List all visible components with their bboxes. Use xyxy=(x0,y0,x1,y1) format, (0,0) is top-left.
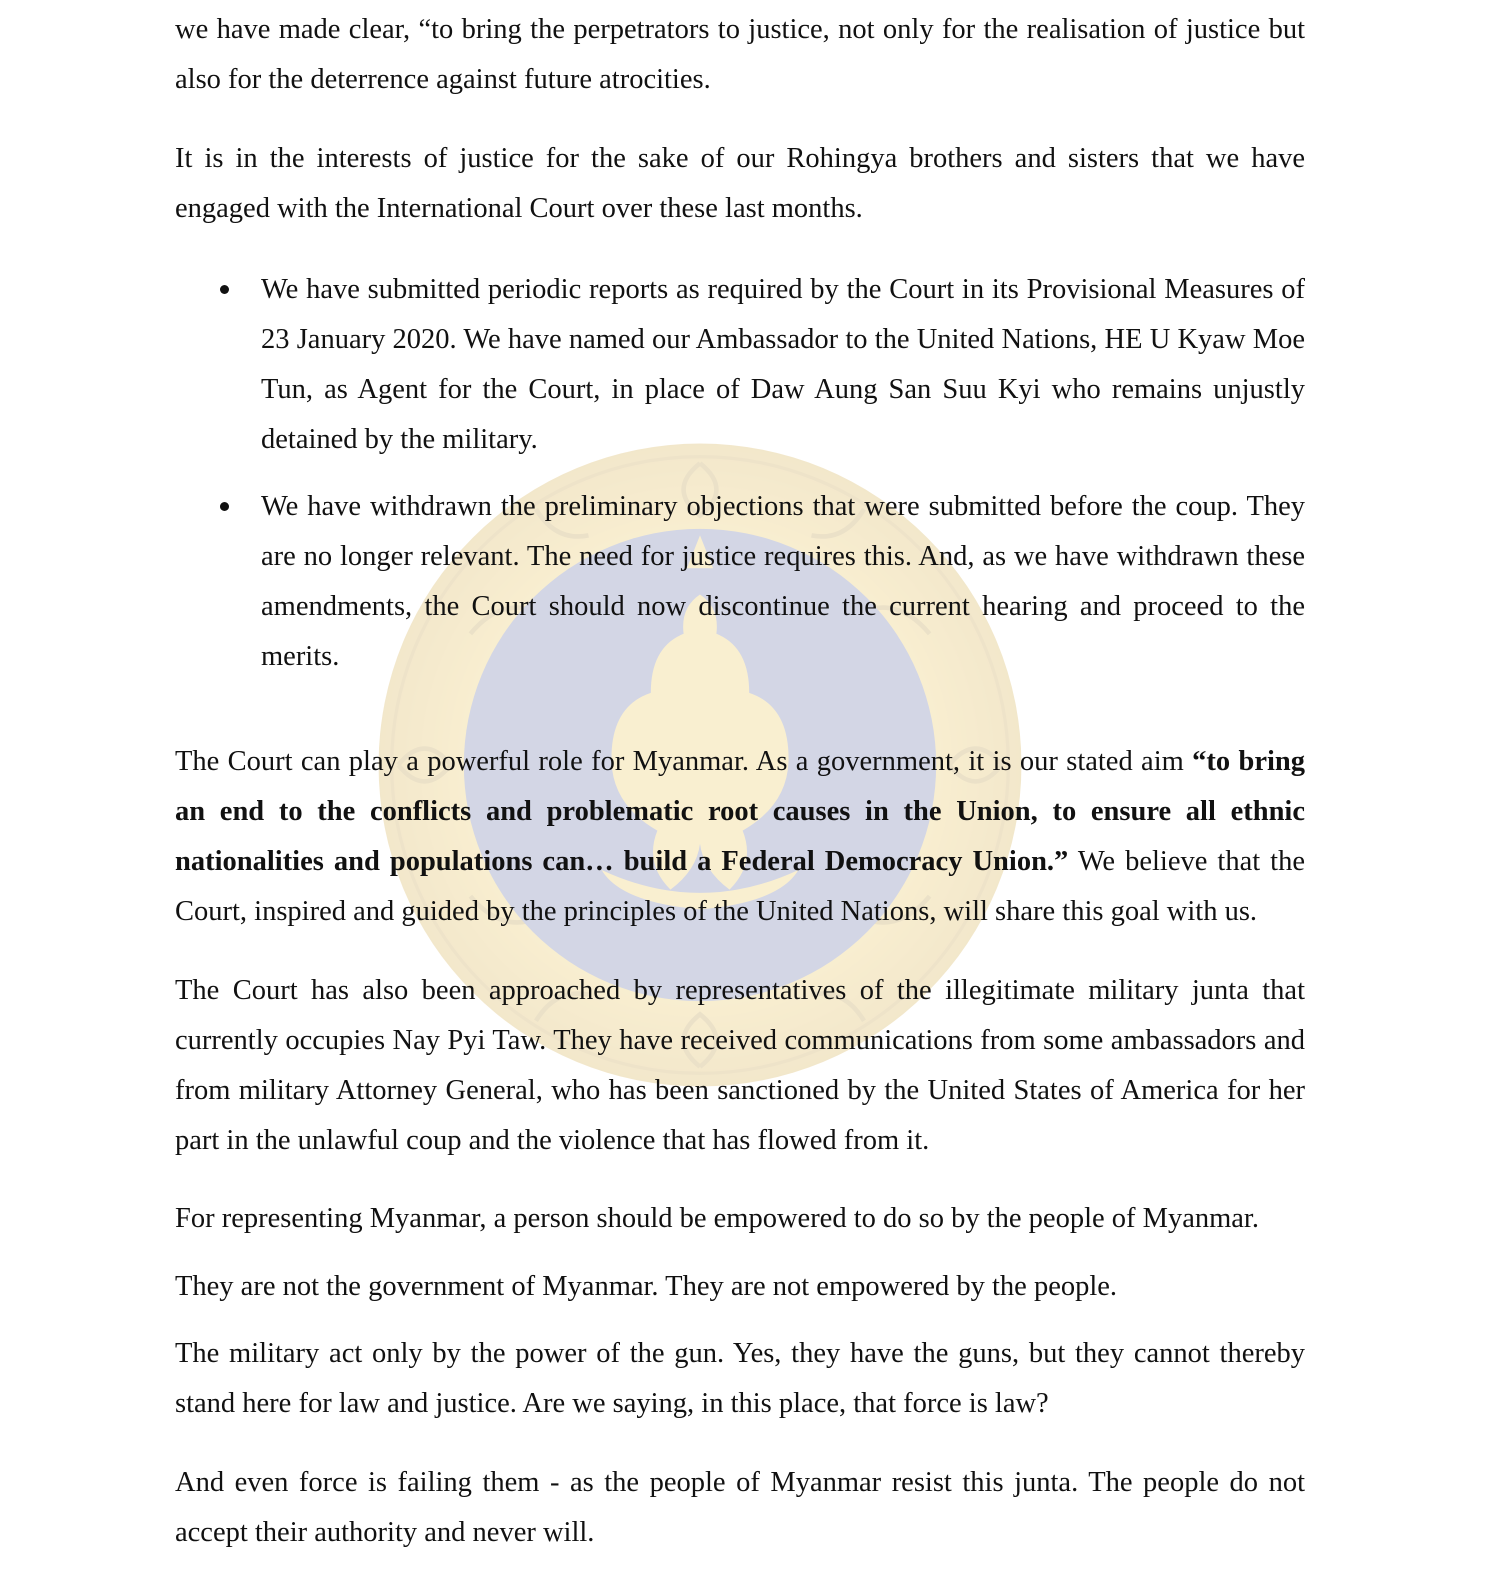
bold-quote: “to bring an end to the conflicts and problematic root causes in the Union, to ensure all ethnic nationalities and populations can… build a Federal Democracy Union.” xyxy=(175,746,1305,877)
bullet-icon xyxy=(220,502,229,511)
paragraph-representing-myanmar: For representing Myanmar, a person should be empowered to do so by the people of Myanmar. xyxy=(175,1203,1259,1234)
paragraph-force-failing: And even force is failing them - as the people of Myanmar resist this junta. The people do not accept their authority and never will. xyxy=(175,1467,1305,1548)
paragraph-rohingya-engagement: It is in the interests of justice for the sake of our Rohingya brothers and sisters that we have engaged with the International Court over these last months. xyxy=(175,143,1305,224)
paragraph-text: The Court can play a powerful role for Myanmar. As a government, it is our stated aim xyxy=(175,746,1193,777)
list-item-text: We have withdrawn the preliminary objections that were submitted before the coup. They are no longer relevant. The need for justice requires this. And, as we have withdrawn these amendments, the Court should now discontinue the current hearing and proceed to the merits. xyxy=(261,491,1305,672)
bullet-icon xyxy=(220,285,229,294)
paragraph-junta-approach: The Court has also been approached by representatives of the illegitimate military junta that currently occupies Nay Pyi Taw. They have received communications from some ambassadors and from military Attorney General, who has been sanctioned by the United States of America for her part in the unlawful coup and the violence that has flowed from it. xyxy=(175,975,1305,1156)
paragraph-text: We believe that the Court, inspired and guided by the principles of the United Nations, will share this goal with us. xyxy=(175,846,1305,927)
paragraph-federal-democracy xyxy=(175,737,1305,937)
paragraph-power-of-gun: The military act only by the power of the gun. Yes, they have the guns, but they cannot thereby stand here for law and justice. Are we saying, in this place, that force is law? xyxy=(175,1338,1305,1419)
paragraph-justice-deterrence: we have made clear, “to bring the perpetrators to justice, not only for the realisation of justice but also for the deterrence against future atrocities. xyxy=(175,14,1305,95)
list-item-text: We have submitted periodic reports as required by the Court in its Provisional Measures of 23 January 2020. We have named our Ambassador to the United Nations, HE U Kyaw Moe Tun, as Agent for the Court, in place of Daw Aung San Suu Kyi who remains unjustly detained by the military. xyxy=(261,274,1305,455)
paragraph-not-government: They are not the government of Myanmar. They are not empowered by the people. xyxy=(175,1271,1118,1302)
